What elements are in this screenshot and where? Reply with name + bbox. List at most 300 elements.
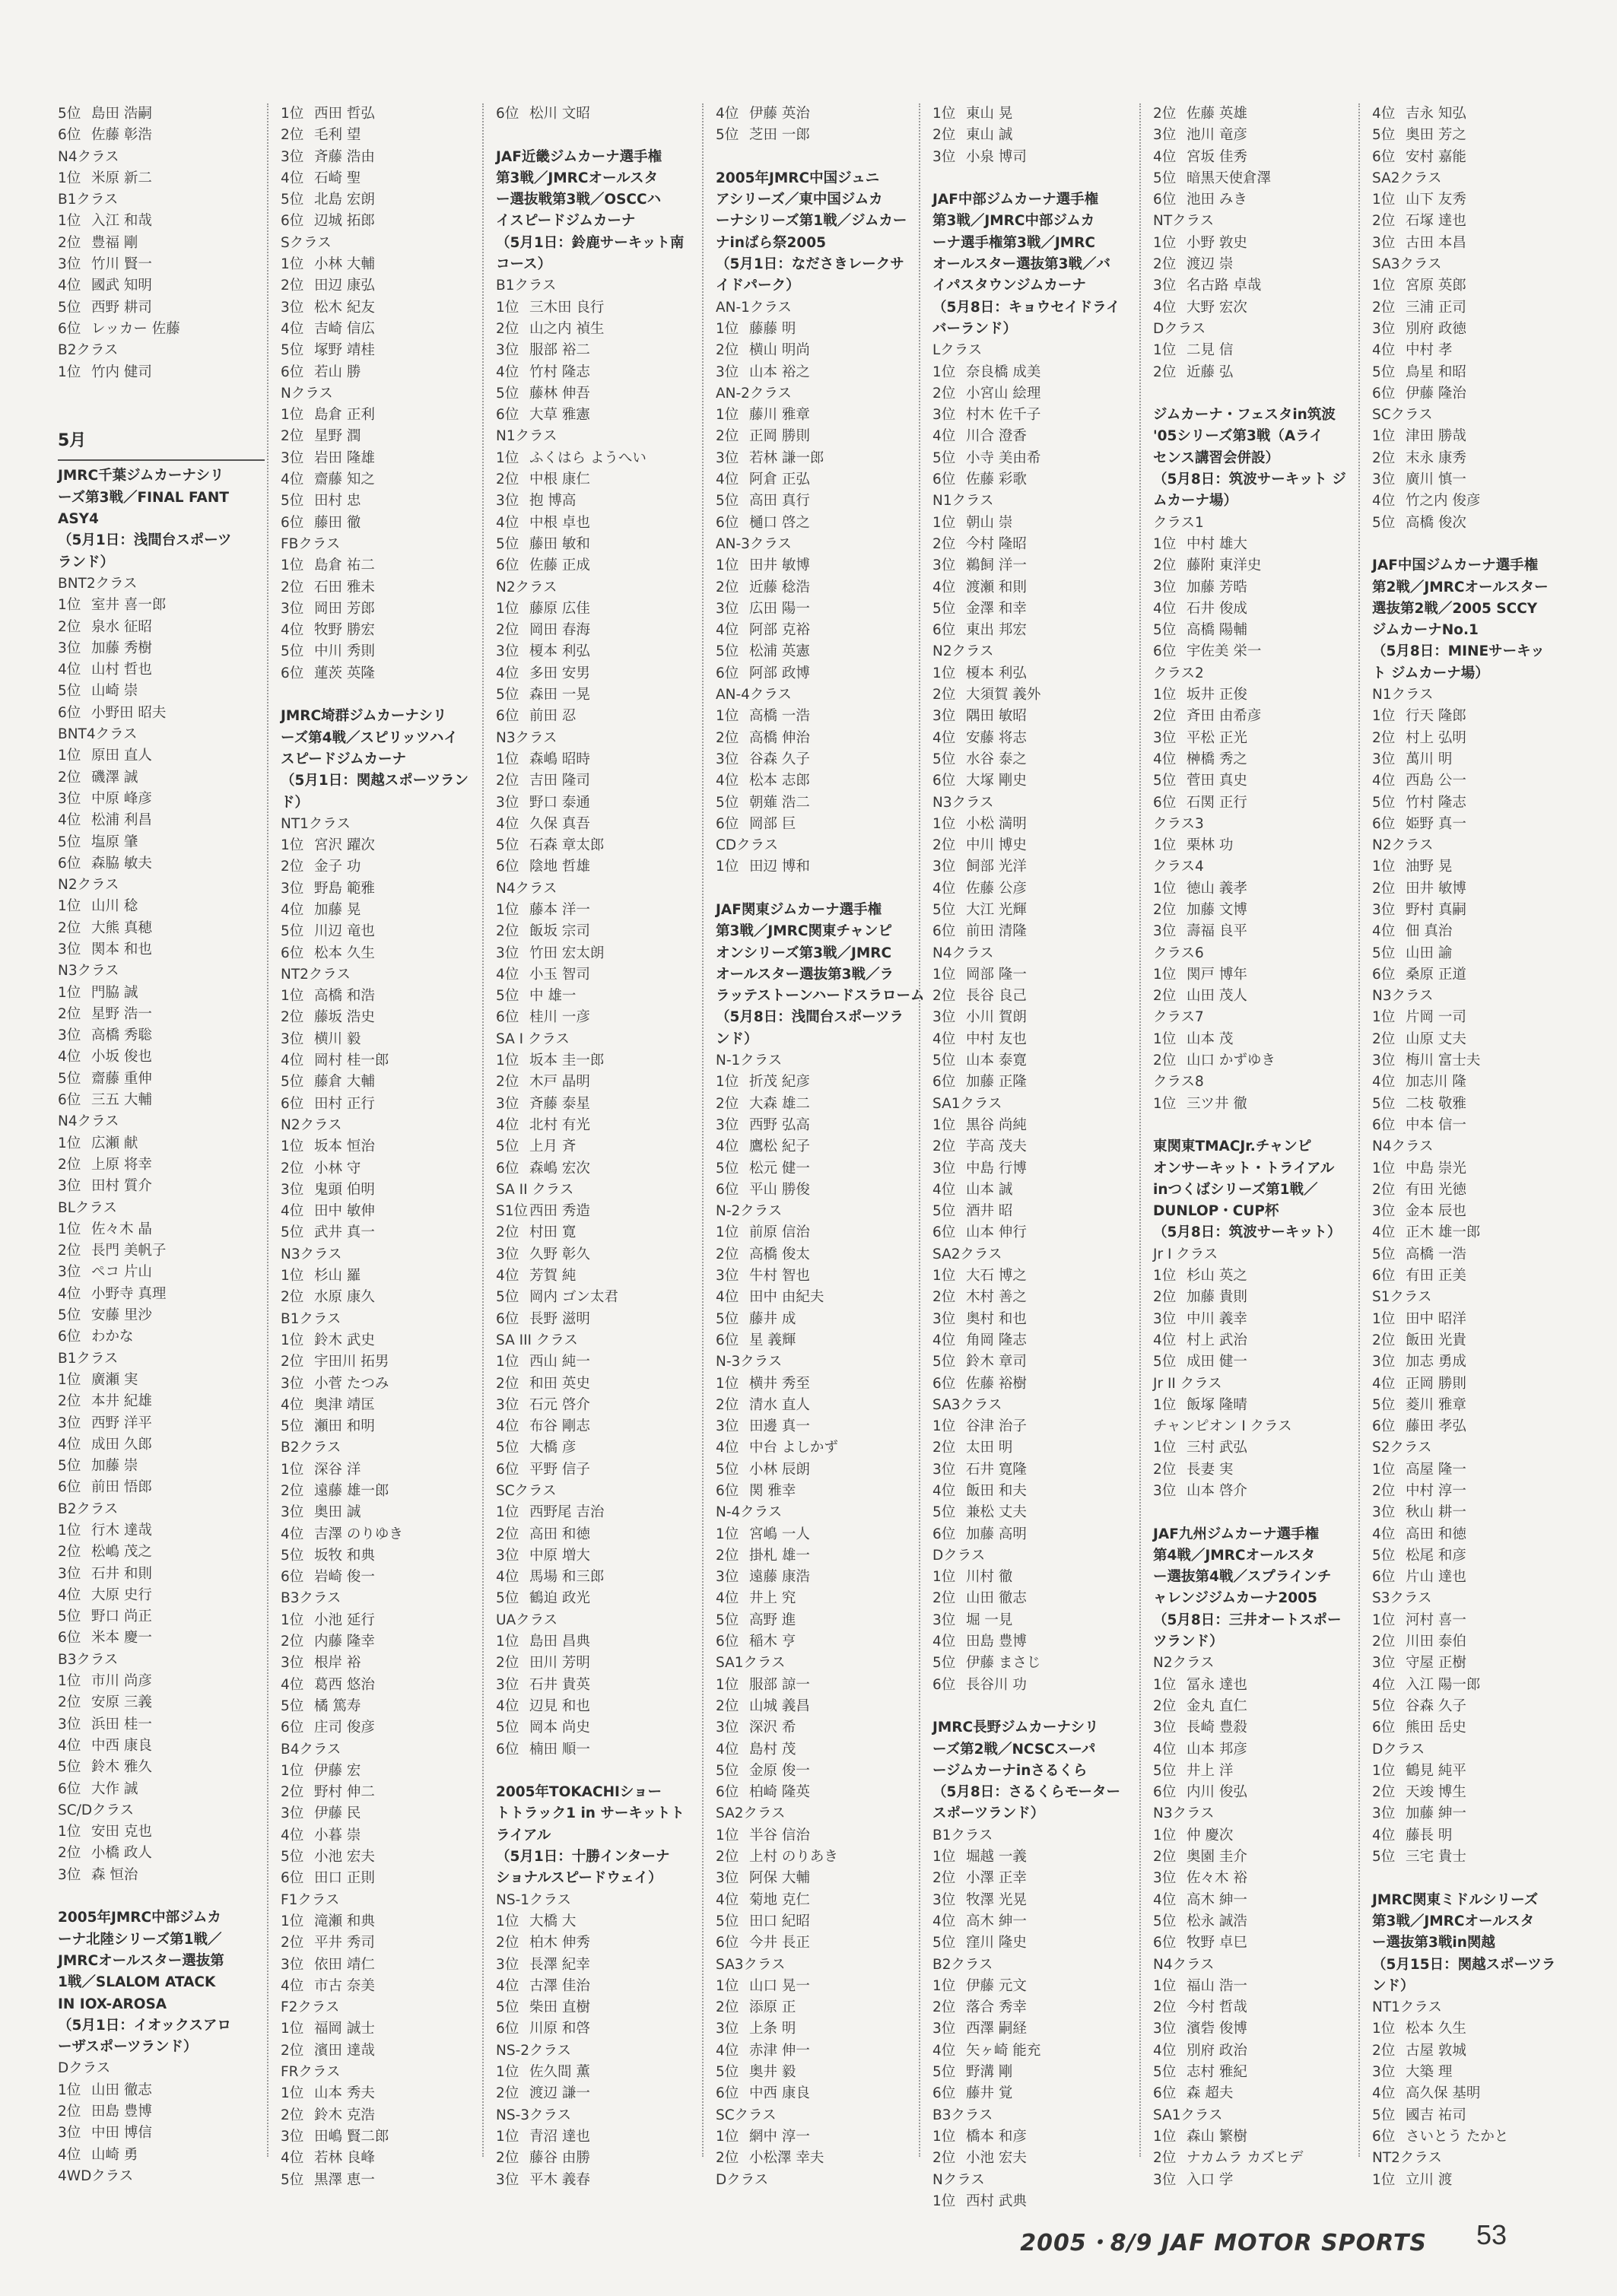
result-row: [716, 728, 915, 749]
rank: 3位: [1372, 320, 1396, 337]
rank: 5位: [496, 988, 519, 1005]
result-row: [1372, 878, 1571, 900]
class-label: クラス6: [1153, 945, 1204, 961]
rank: 6位: [58, 1630, 81, 1647]
driver-name: 松永 誠浩: [1187, 1913, 1247, 1929]
result-row: [716, 1524, 915, 1545]
result-row: [496, 835, 695, 856]
driver-name: 小澤 正幸: [966, 1870, 1027, 1887]
result-row: [716, 1631, 915, 1653]
result-row: [716, 1782, 915, 1803]
rank: 1位: [1153, 1095, 1177, 1112]
driver-name: 大野 宏次: [1187, 299, 1247, 316]
result-row: [1372, 1567, 1571, 1588]
driver-name: 油野 晃: [1406, 859, 1453, 875]
result-row: [1372, 1631, 1571, 1653]
rank: 1位: [281, 2085, 304, 2102]
event-heading: ASY4: [58, 511, 99, 528]
rank: 2位: [58, 1393, 81, 1410]
driver-name: 山崎 崇: [91, 683, 138, 700]
class-label: NT1クラス: [281, 815, 351, 832]
result-row: [496, 814, 695, 835]
rank: 3位: [281, 600, 304, 617]
result-row: [1153, 921, 1352, 942]
driver-name: 木戸 晶明: [529, 1074, 590, 1091]
rank: 3位: [1372, 1354, 1396, 1370]
result-row: [281, 1395, 480, 1416]
result-row: [932, 856, 1132, 878]
class-label: AN-3クラス: [716, 535, 792, 552]
rank: 4位: [281, 1676, 304, 1693]
rank: 3位: [932, 1891, 956, 1908]
event-heading: （5月1日：浅間台スポーツ: [58, 532, 232, 549]
result-row: [932, 1631, 1132, 1653]
result-row: [58, 1564, 265, 1585]
rank: 4位: [716, 1138, 739, 1155]
result-row: [932, 448, 1132, 469]
result-row: [932, 2018, 1132, 2040]
event-heading: イドパーク）: [716, 278, 800, 294]
result-row: [58, 1284, 265, 1305]
driver-name: 服部 諒一: [749, 1676, 810, 1693]
result-row: [496, 706, 695, 727]
result-row: [1372, 900, 1571, 921]
driver-name: 堀越 一義: [966, 1849, 1027, 1866]
result-row: [716, 1868, 915, 1889]
rank: 4位: [1372, 342, 1396, 359]
result-row: [281, 1136, 480, 1158]
rank: 4位: [496, 815, 519, 832]
result-row: [496, 2148, 695, 2169]
rank: 6位: [1153, 643, 1177, 660]
rank: 1位: [496, 600, 519, 617]
rank: 6位: [281, 945, 304, 961]
driver-name: 中川 博史: [966, 837, 1027, 854]
driver-name: 石井 和則: [91, 1565, 152, 1582]
rank: 6位: [932, 1676, 956, 1693]
result-row: [1372, 1459, 1571, 1481]
result-row: [496, 1524, 695, 1545]
driver-name: 古屋 敦城: [1406, 2042, 1466, 2059]
driver-name: 原田 直人: [91, 748, 152, 764]
result-row: [496, 964, 695, 986]
result-row: [716, 1567, 915, 1588]
result-row: [932, 1373, 1132, 1395]
result-row: [281, 1330, 480, 1351]
class-label: SA3クラス: [716, 1956, 786, 1973]
result-row: [496, 1631, 695, 1653]
result-row: [58, 2101, 265, 2123]
rank: 6位: [716, 2085, 739, 2102]
result-row: [932, 469, 1132, 491]
result-row: [58, 1671, 265, 1692]
event-heading: 第3戦／JMRC中部ジムカ: [932, 213, 1095, 230]
class-label: Nクラス: [281, 385, 333, 402]
rank: 1位: [716, 2128, 739, 2145]
result-row: [932, 1136, 1132, 1158]
driver-name: 飯田 光貴: [1406, 1332, 1466, 1348]
rank: 1位: [932, 106, 956, 122]
rank: 3位: [932, 1310, 956, 1327]
rank: 1位: [58, 1221, 81, 1237]
driver-name: 中根 康仁: [529, 472, 590, 488]
rank: 5位: [1372, 514, 1396, 531]
driver-name: 高屋 隆一: [1406, 1461, 1466, 1478]
result-row: [1372, 1803, 1571, 1824]
driver-name: 田井 敏博: [749, 557, 810, 574]
result-row: [496, 770, 695, 792]
result-row: [58, 1133, 265, 1154]
rank: 5位: [932, 1053, 956, 1069]
rank: 6位: [1372, 1569, 1396, 1586]
result-row: [58, 1240, 265, 1262]
rank: 1位: [1153, 234, 1177, 251]
driver-name: 久野 彰久: [529, 1246, 590, 1262]
class-label: Jr II クラス: [1153, 1375, 1222, 1392]
rank: 2位: [1372, 449, 1396, 466]
event-heading: ト ジムカーナ場）: [1372, 665, 1489, 681]
class-label: BNT4クラス: [58, 726, 138, 743]
result-row: [1372, 1653, 1571, 1674]
rank: 4位: [1372, 1074, 1396, 1091]
rank: 5位: [281, 643, 304, 660]
event-heading: （5月8日：三井オートスポー: [1153, 1612, 1342, 1628]
result-row: [1372, 1416, 1571, 1437]
driver-name: 小菅 たつみ: [314, 1375, 389, 1392]
result-row: [281, 405, 480, 426]
driver-name: 竹内 健司: [91, 364, 152, 380]
rank: 1位: [716, 708, 739, 725]
driver-name: 藤藤 明: [749, 320, 796, 337]
rank: 1位: [932, 1116, 956, 1133]
driver-name: 安村 嘉能: [1406, 148, 1466, 165]
driver-name: 若林 良峰: [314, 2150, 375, 2167]
driver-name: 竹之内 俊彦: [1406, 493, 1481, 510]
rank: 2位: [716, 1849, 739, 1866]
result-row: [932, 426, 1132, 447]
rank: 2位: [1153, 1053, 1177, 1069]
driver-name: 村上 武治: [1187, 1332, 1247, 1348]
driver-name: 小玉 智司: [529, 966, 590, 983]
driver-name: 角岡 隆志: [966, 1332, 1027, 1348]
rank: 4位: [932, 1332, 956, 1348]
result-row: [496, 1287, 695, 1308]
driver-name: 藤本 洋一: [529, 901, 590, 918]
result-row: [1372, 2040, 1571, 2062]
rank: 4位: [716, 106, 739, 122]
result-row: [58, 1154, 265, 1176]
rank: 5位: [58, 1070, 81, 1087]
driver-name: 榊橋 秀之: [1187, 751, 1247, 767]
result-row: [1372, 2105, 1571, 2126]
rank: 3位: [496, 1246, 519, 1262]
driver-name: 二見 信: [1187, 342, 1234, 359]
driver-name: 杉山 英之: [1187, 1268, 1247, 1285]
result-row: [281, 555, 480, 576]
class-label: B1クラス: [58, 1350, 119, 1367]
driver-name: 森 超夫: [1187, 2085, 1234, 2102]
result-row: [496, 1416, 695, 1437]
result-row: [716, 362, 915, 383]
result-row: [932, 2040, 1132, 2062]
result-row: [716, 1976, 915, 1997]
result-row: [496, 856, 695, 878]
rank: 3位: [716, 1268, 739, 1285]
result-row: [58, 1069, 265, 1090]
result-row: [1153, 1459, 1352, 1481]
rank: 5位: [1372, 127, 1396, 144]
result-row: [1372, 103, 1571, 125]
page-number: 53: [1476, 2219, 1507, 2250]
driver-name: 牛村 智也: [749, 1268, 810, 1285]
result-row: [1153, 2018, 1352, 2040]
result-row: [932, 1653, 1132, 1674]
result-row: [932, 1351, 1132, 1373]
driver-name: 高橋 一浩: [749, 708, 810, 725]
event-heading: 選抜第2戦／2005 SCCY: [1372, 600, 1538, 617]
result-row: [1153, 1481, 1352, 1502]
class-label: B3クラス: [932, 2107, 993, 2123]
result-row: [496, 297, 695, 319]
result-row: [281, 125, 480, 146]
result-row: [496, 1007, 695, 1028]
rank: 5位: [496, 1590, 519, 1607]
class-label: N3クラス: [1153, 1805, 1215, 1822]
driver-name: 添原 正: [749, 1999, 796, 2016]
driver-name: 山口 かずゆき: [1187, 1053, 1275, 1069]
result-row: [1153, 125, 1352, 146]
driver-name: 阿部 克裕: [749, 622, 810, 639]
class-label: N2クラス: [281, 1116, 342, 1133]
rank: 2位: [496, 1655, 519, 1672]
driver-name: 大森 雄二: [749, 1095, 810, 1112]
rank: 1位: [932, 1418, 956, 1435]
event-heading: 2005年TOKACHIショー: [496, 1784, 662, 1801]
result-row: [932, 125, 1132, 146]
result-row: [716, 1481, 915, 1502]
driver-name: 宇田川 拓男: [314, 1354, 389, 1370]
class-label: クラス8: [1153, 1074, 1204, 1091]
result-row: [496, 620, 695, 641]
rank: 2位: [58, 2104, 81, 2120]
result-row: [58, 1219, 265, 1240]
result-row: [1372, 749, 1571, 770]
result-row: [1153, 1351, 1352, 1373]
rank: 1位: [1372, 1009, 1396, 1026]
rank: 1位: [58, 1824, 81, 1840]
result-row: [281, 641, 480, 662]
driver-name: 赤津 伸一: [749, 2042, 810, 2059]
rank: 6位: [716, 1332, 739, 1348]
event-heading: JMRC千葉ジムカーナシリ: [58, 468, 224, 484]
driver-name: 飯田 和夫: [966, 1483, 1027, 1499]
result-row: [716, 1115, 915, 1136]
result-row: [281, 491, 480, 512]
result-row: [1372, 2126, 1571, 2148]
result-row: [496, 1459, 695, 1481]
driver-name: 小林 守: [314, 1160, 361, 1177]
spacer: [496, 1761, 695, 1782]
rank: 3位: [58, 1716, 81, 1732]
driver-name: 大塚 剛史: [966, 773, 1027, 789]
driver-name: 桑原 正道: [1406, 966, 1466, 983]
driver-name: 成田 健一: [1187, 1354, 1247, 1370]
result-row: [58, 1046, 265, 1068]
rank: 3位: [58, 1866, 81, 1883]
class-label: B1クラス: [496, 278, 557, 294]
event-heading: ナinばら祭2005: [716, 234, 827, 251]
result-row: [1153, 189, 1352, 211]
result-row: [58, 638, 265, 659]
spacer: [1153, 1115, 1352, 1136]
driver-name: 多田 安男: [529, 665, 590, 681]
driver-name: 有田 正美: [1406, 1268, 1466, 1285]
driver-name: 加藤 晃: [314, 901, 361, 918]
rank: 4位: [932, 1181, 956, 1198]
rank: 1位: [496, 1913, 519, 1929]
driver-name: 掛札 雄一: [749, 1547, 810, 1564]
rank: 4位: [496, 1418, 519, 1435]
result-row: [58, 810, 265, 831]
driver-name: 近藤 稔浩: [749, 579, 810, 595]
result-row: [58, 1520, 265, 1542]
result-row: [716, 1222, 915, 1243]
result-row: [1372, 964, 1571, 986]
driver-name: 志村 雅紀: [1187, 2064, 1247, 2081]
rank: 3位: [281, 1504, 304, 1521]
result-row: [932, 362, 1132, 383]
driver-name: 平木 義春: [529, 2171, 590, 2188]
rank: 4位: [1153, 299, 1177, 316]
result-row: [1153, 1029, 1352, 1050]
result-row: [496, 1545, 695, 1567]
rank: 6位: [281, 1720, 304, 1736]
result-row: [716, 1717, 915, 1739]
rank: 5位: [932, 751, 956, 767]
rank: 2位: [716, 1547, 739, 1564]
result-row: [1153, 2083, 1352, 2104]
rank: 2位: [496, 1526, 519, 1542]
rank: 6位: [496, 2021, 519, 2037]
rank: 3位: [58, 2125, 81, 2142]
driver-name: 高木 紳一: [1187, 1891, 1247, 1908]
driver-name: 田邊 真一: [749, 1418, 810, 1435]
driver-name: 廣瀬 実: [91, 1371, 138, 1388]
result-row: [1153, 964, 1352, 986]
class-label: N4クラス: [58, 1113, 119, 1130]
driver-name: ペコ 片山: [91, 1264, 152, 1281]
driver-name: 大江 光輝: [966, 901, 1027, 918]
rank: 3位: [1153, 1310, 1177, 1327]
result-row: [58, 1262, 265, 1283]
result-row: [281, 878, 480, 900]
driver-name: 山本 裕之: [749, 364, 810, 380]
rank: 6位: [932, 2085, 956, 2102]
result-row: [716, 1588, 915, 1609]
text-column-4: [702, 103, 925, 2188]
class-label: 4WDクラス: [58, 2167, 134, 2184]
rank: 3位: [281, 880, 304, 897]
driver-name: 松本 久生: [1406, 2021, 1466, 2037]
driver-name: 小池 延行: [314, 1612, 375, 1628]
event-heading: IN IOX-AROSA: [58, 1996, 167, 2012]
result-row: [1153, 749, 1352, 770]
result-row: [58, 125, 265, 146]
result-row: [281, 2018, 480, 2040]
class-label: N2クラス: [496, 579, 558, 595]
rank: 2位: [932, 988, 956, 1005]
rank: 2位: [281, 2042, 304, 2059]
result-row: [281, 1610, 480, 1631]
rank: 1位: [58, 364, 81, 380]
driver-name: 山本 邦彦: [1187, 1741, 1247, 1758]
driver-name: 平山 勝俊: [749, 1181, 810, 1198]
class-label: S3クラス: [1372, 1590, 1432, 1607]
rank: 4位: [1153, 2042, 1177, 2059]
rank: 1位: [932, 514, 956, 531]
driver-name: 金原 俊一: [749, 1762, 810, 1779]
class-label: SA2クラス: [716, 1805, 786, 1822]
result-row: [58, 1606, 265, 1628]
rank: 3位: [1372, 1504, 1396, 1521]
rank: 4位: [932, 1031, 956, 1047]
driver-name: 小野田 昭夫: [91, 704, 167, 721]
rank: 6位: [58, 1092, 81, 1109]
result-row: [932, 2083, 1132, 2104]
result-row: [281, 1782, 480, 1803]
driver-name: 牧澤 光晃: [966, 1891, 1027, 1908]
driver-name: 室井 喜一郎: [91, 597, 167, 614]
result-row: [281, 599, 480, 620]
rank: 1位: [1372, 192, 1396, 208]
rank: 3位: [281, 148, 304, 165]
magazine-title: 2005・8/9 JAF MOTOR SPORTS: [1020, 2230, 1427, 2256]
driver-name: 塩原 肇: [91, 834, 138, 850]
driver-name: 小林 大輔: [314, 256, 375, 273]
rank: 2位: [1372, 2042, 1396, 2059]
rank: 4位: [281, 1396, 304, 1413]
rank: 4位: [1372, 493, 1396, 510]
result-row: [716, 770, 915, 792]
text-column-1: [52, 103, 265, 2184]
result-row: [1372, 189, 1571, 211]
driver-name: 山城 義昌: [749, 1697, 810, 1714]
driver-name: 石元 啓介: [529, 1396, 590, 1413]
event-heading: （5月1日：関越スポーツラン: [281, 773, 469, 789]
result-row: [496, 491, 695, 512]
rank: 5位: [1153, 622, 1177, 639]
rank: 1位: [281, 106, 304, 122]
rank: 4位: [58, 1737, 81, 1754]
result-row: [58, 1692, 265, 1713]
result-row: [1372, 1265, 1571, 1287]
driver-name: 菅田 真史: [1187, 773, 1247, 789]
rank: 6位: [932, 472, 956, 488]
rank: 2位: [496, 1935, 519, 1951]
driver-name: 石井 俊成: [1187, 600, 1247, 617]
class-label: B1クラス: [932, 1827, 993, 1843]
event-heading: アシリーズ／東中国ジムカ: [716, 192, 883, 208]
result-row: [716, 469, 915, 491]
rank: 6位: [932, 622, 956, 639]
driver-name: 田中 由紀夫: [749, 1289, 824, 1306]
event-heading: ラッテストーンハードスラローム: [716, 988, 925, 1005]
event-heading: 第3戦／JMRCオールスタ: [1372, 1913, 1535, 1929]
result-row: [1372, 1395, 1571, 1416]
result-row: [932, 1007, 1132, 1028]
driver-name: 中川 義幸: [1187, 1310, 1247, 1327]
driver-name: 中原 増大: [529, 1547, 590, 1564]
